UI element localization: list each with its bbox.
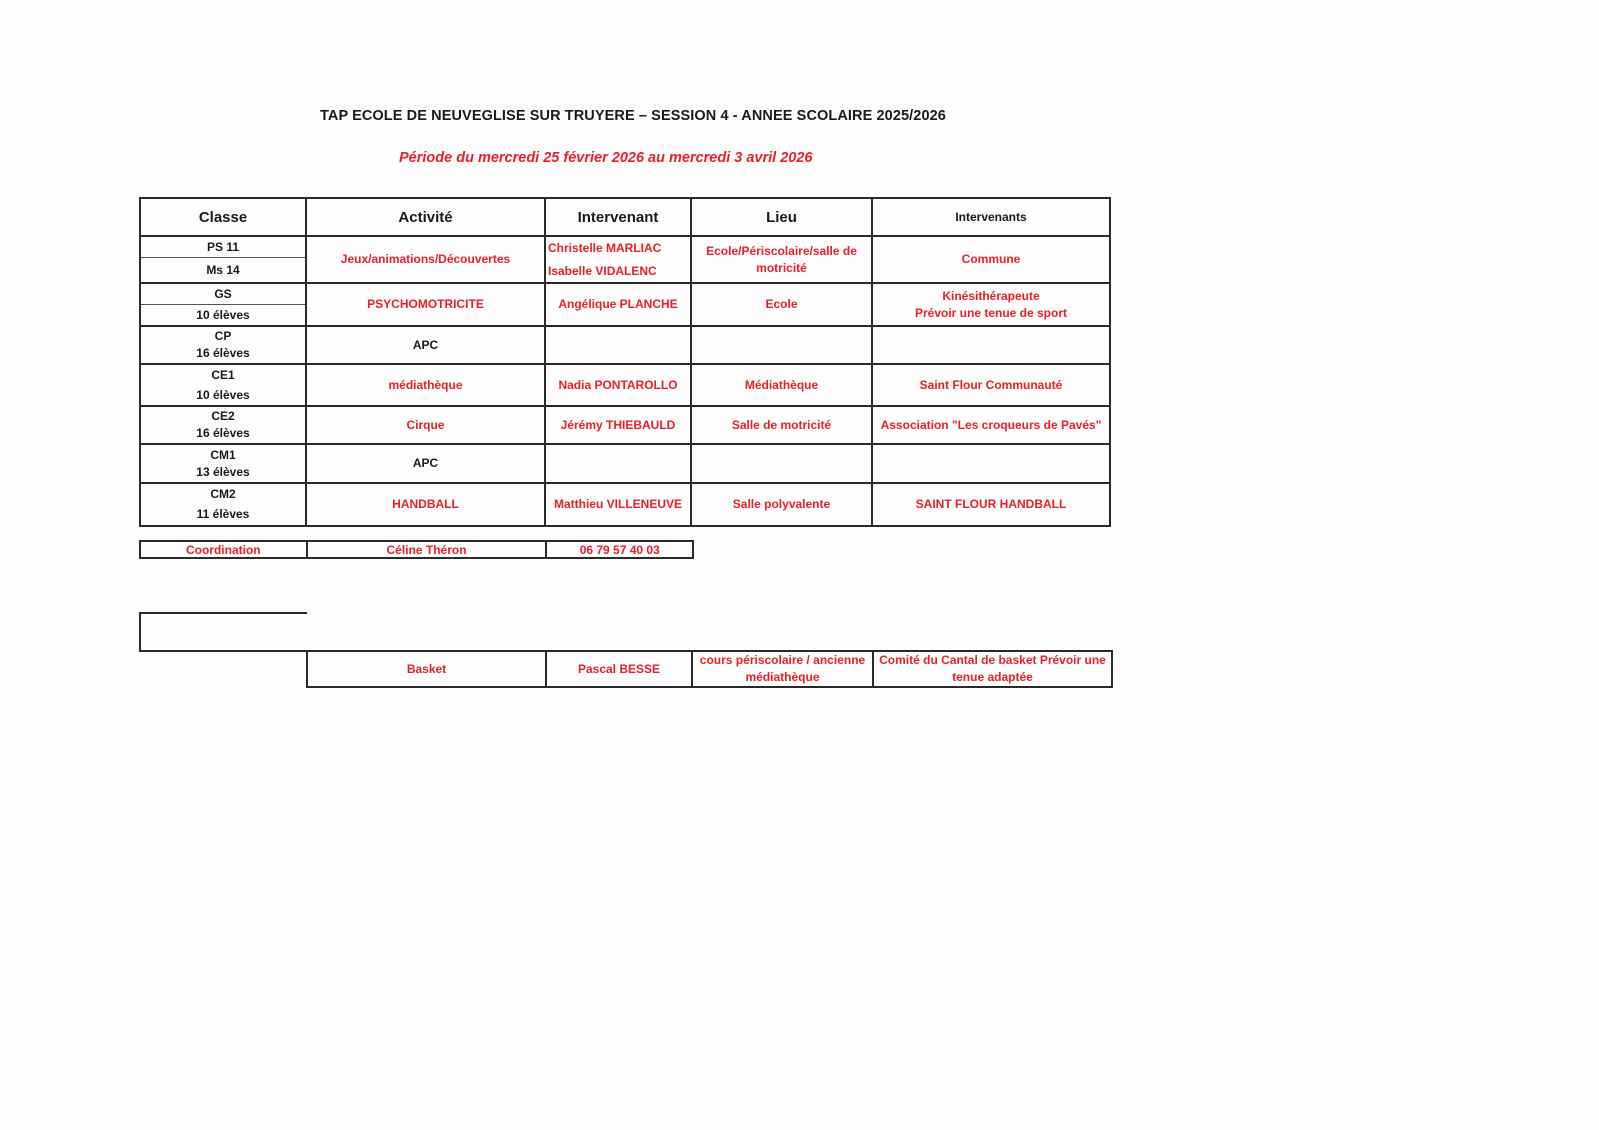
class-name: PS 11 xyxy=(141,237,305,258)
intervenants-cell xyxy=(872,283,1110,326)
coordination-label: Coordination xyxy=(140,541,307,558)
coordinator-phone: 06 79 57 40 03 xyxy=(546,541,693,558)
class-name: CE1 xyxy=(211,367,235,382)
intervenants-cell: Association "Les croqueurs de Pavés" xyxy=(872,406,1110,444)
table-row xyxy=(140,406,1110,444)
class-name: CM1 xyxy=(210,447,236,462)
class-count: 16 élèves xyxy=(196,346,250,360)
intervenant-cell: Matthieu VILLENEUVE xyxy=(545,483,691,526)
class-cell xyxy=(140,483,306,526)
intervenant-cell: Jérémy THIEBAULD xyxy=(545,406,691,444)
activity-cell: APC xyxy=(306,444,545,483)
intervenants-line: Prévoir une tenue de sport xyxy=(914,305,1068,320)
intervenants-cell: Commune xyxy=(872,236,1110,283)
coordinator-name: Céline Théron xyxy=(307,541,547,558)
coordination-row xyxy=(140,541,693,558)
intervenant-cell: Angélique PLANCHE xyxy=(545,283,691,326)
activity-cell: APC xyxy=(306,326,545,364)
column-header-classe: Classe xyxy=(140,198,306,236)
class-count: 10 élèves xyxy=(196,308,250,322)
class-cell xyxy=(140,326,306,364)
class-count: 10 élèves xyxy=(196,387,250,402)
intervenants-cell: Saint Flour Communauté xyxy=(872,364,1110,406)
table-row xyxy=(140,364,1110,406)
class-name: GS xyxy=(141,284,305,305)
intervenant-cell xyxy=(545,444,691,483)
intervenants-cell xyxy=(872,444,1110,483)
class-name: CP xyxy=(214,329,232,343)
class-cell xyxy=(140,236,306,283)
lieu-cell: Salle de motricité xyxy=(691,406,872,444)
lieu-cell xyxy=(691,326,872,364)
intervenant-name: Isabelle VIDALENC xyxy=(548,263,657,278)
empty-class-box xyxy=(139,612,307,652)
lieu-cell xyxy=(691,444,872,483)
lieu-cell: Médiathèque xyxy=(691,364,872,406)
lieu-cell: Ecole/Périscolaire/salle de motricité xyxy=(691,236,872,283)
extra-activity-table xyxy=(306,650,1113,688)
table-row xyxy=(140,444,1110,483)
class-count: 11 élèves xyxy=(196,507,250,521)
activity-cell: médiathèque xyxy=(306,364,545,406)
intervenant-cell: Pascal BESSE xyxy=(546,651,692,687)
intervenants-cell: SAINT FLOUR HANDBALL xyxy=(872,483,1110,526)
class-name: CE2 xyxy=(211,409,235,423)
intervenant-cell xyxy=(545,326,691,364)
class-count: Ms 14 xyxy=(206,263,240,277)
table-row xyxy=(140,283,1110,326)
column-header-intervenants: Intervenants xyxy=(872,198,1110,236)
intervenant-cell: Nadia PONTAROLLO xyxy=(545,364,691,406)
class-cell xyxy=(140,283,306,326)
table-row xyxy=(140,483,1110,526)
column-header-intervenant: Intervenant xyxy=(545,198,691,236)
class-name: CM2 xyxy=(210,487,236,501)
activity-cell: Cirque xyxy=(306,406,545,444)
coordination-table xyxy=(139,540,694,559)
intervenants-line: Kinésithérapeute xyxy=(942,288,1040,303)
lieu-cell: cours périscolaire / ancienne médiathèque xyxy=(692,651,873,687)
intervenants-cell: Comité du Cantal de basket Prévoir une tenue adaptée xyxy=(873,651,1112,687)
class-cell xyxy=(140,444,306,483)
schedule-table xyxy=(139,197,1111,527)
table-header-row xyxy=(140,198,1110,236)
class-count: 16 élèves xyxy=(196,426,250,440)
activity-cell: HANDBALL xyxy=(306,483,545,526)
column-header-lieu: Lieu xyxy=(691,198,872,236)
table-row xyxy=(140,236,1110,283)
activity-cell: Basket xyxy=(307,651,546,687)
extra-activity-row xyxy=(307,651,1112,687)
activity-cell: Jeux/animations/Découvertes xyxy=(306,236,545,283)
intervenants-cell xyxy=(872,326,1110,364)
period-subtitle: Période du mercredi 25 février 2026 au mercredi 3 avril 2026 xyxy=(399,150,813,166)
column-header-activite: Activité xyxy=(306,198,545,236)
class-count: 13 élèves xyxy=(196,464,250,479)
lieu-cell: Salle polyvalente xyxy=(691,483,872,526)
intervenant-name: Christelle MARLIAC xyxy=(548,240,662,255)
class-cell xyxy=(140,406,306,444)
table-row xyxy=(140,326,1110,364)
intervenant-cell xyxy=(545,236,691,283)
class-cell xyxy=(140,364,306,406)
lieu-cell: Ecole xyxy=(691,283,872,326)
activity-cell: PSYCHOMOTRICITE xyxy=(306,283,545,326)
document-title: TAP ECOLE DE NEUVEGLISE SUR TRUYERE – SESSION 4 - ANNEE SCOLAIRE 2025/2026 xyxy=(320,108,946,124)
